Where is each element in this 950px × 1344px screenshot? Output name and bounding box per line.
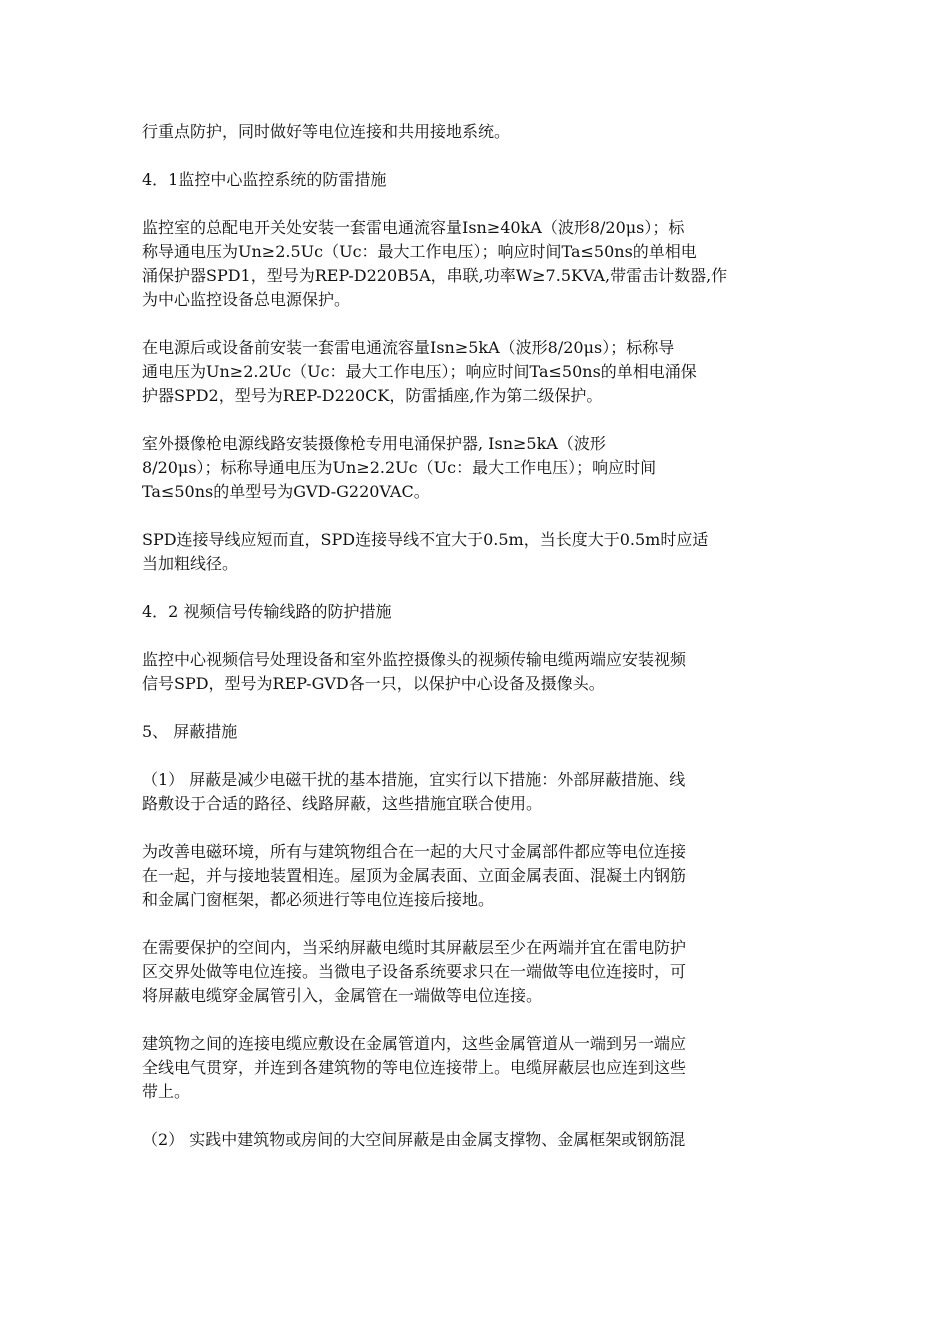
text-line: 涌保护器SPD1，型号为REP-D220B5A，串联,功率W≥7.5KVA,带雷击计数器,作 (142, 266, 728, 285)
text-line: 行重点防护，同时做好等电位连接和共用接地系统。 (142, 122, 511, 141)
text-line: Ta≤50ns的单型号为GVD-G220VAC。 (142, 482, 430, 501)
text-line: 4．1监控中心监控系统的防雷措施 (142, 170, 387, 189)
text-line: 全线电气贯穿，并连到各建筑物的等电位连接带上。电缆屏蔽层也应连到这些 (142, 1058, 687, 1077)
paragraph (142, 936, 810, 1008)
text-line: 8/20μs）；标称导通电压为Un≥2.2Uc（Uc：最大工作电压）；响应时间 (142, 458, 657, 477)
text-line: 5、 屏蔽措施 (142, 722, 238, 741)
paragraph (142, 768, 810, 816)
text-line: 4．2 视频信号传输线路的防护措施 (142, 602, 392, 621)
text-line: （2） 实践中建筑物或房间的大空间屏蔽是由金属支撑物、金属框架或钢筋混 (142, 1130, 686, 1149)
text-line: 监控室的总配电开关处安装一套雷电通流容量Isn≥40kA（波形8/20μs）；标 (142, 218, 685, 237)
paragraph (142, 120, 810, 144)
text-line: 建筑物之间的连接电缆应敷设在金属管道内，这些金属管道从一端到另一端应 (142, 1034, 687, 1053)
paragraph (142, 432, 810, 504)
text-line: 区交界处做等电位连接。当微电子设备系统要求只在一端做等电位连接时，可 (142, 962, 687, 981)
section-heading (142, 168, 810, 192)
text-line: 路敷设于合适的路径、线路屏蔽，这些措施宜联合使用。 (142, 794, 543, 813)
text-line: 和金属门窗框架，都必须进行等电位连接后接地。 (142, 890, 495, 909)
text-line: 为中心监控设备总电源保护。 (142, 290, 351, 309)
text-line: 信号SPD，型号为REP-GVD各一只，以保护中心设备及摄像头。 (142, 674, 605, 693)
document-body (142, 120, 810, 1176)
text-line: 护器SPD2，型号为REP-D220CK，防雷插座,作为第二级保护。 (142, 386, 603, 405)
paragraph (142, 1128, 810, 1152)
text-line: 称导通电压为Un≥2.5Uc（Uc：最大工作电压）；响应时间Ta≤50ns的单相电 (142, 242, 697, 261)
text-line: （1） 屏蔽是减少电磁干扰的基本措施，宜实行以下措施：外部屏蔽措施、线 (142, 770, 686, 789)
text-line: 监控中心视频信号处理设备和室外监控摄像头的视频传输电缆两端应安装视频 (142, 650, 687, 669)
text-line: 当加粗线径。 (142, 554, 239, 573)
text-line: 在一起，并与接地装置相连。屋顶为金属表面、立面金属表面、混凝土内钢筋 (142, 866, 687, 885)
text-line: 为改善电磁环境，所有与建筑物组合在一起的大尺寸金属部件都应等电位连接 (142, 842, 687, 861)
text-line: 室外摄像枪电源线路安装摄像枪专用电涌保护器, Isn≥5kA（波形 (142, 434, 606, 453)
text-line: 将屏蔽电缆穿金属管引入，金属管在一端做等电位连接。 (142, 986, 543, 1005)
text-line: 通电压为Un≥2.2Uc（Uc：最大工作电压）；响应时间Ta≤50ns的单相电涌保 (142, 362, 697, 381)
paragraph (142, 528, 810, 576)
text-line: 带上。 (142, 1082, 191, 1101)
text-line: 在需要保护的空间内，当采纳屏蔽电缆时其屏蔽层至少在两端并宜在雷电防护 (142, 938, 687, 957)
paragraph (142, 1032, 810, 1104)
paragraph (142, 216, 810, 312)
section-heading (142, 600, 810, 624)
paragraph (142, 648, 810, 696)
text-line: 在电源后或设备前安装一套雷电通流容量Isn≥5kA（波形8/20μs）；标称导 (142, 338, 675, 357)
text-line: SPD连接导线应短而直，SPD连接导线不宜大于0.5m，当长度大于0.5m时应适 (142, 530, 709, 549)
section-heading (142, 720, 810, 744)
paragraph (142, 336, 810, 408)
paragraph (142, 840, 810, 912)
